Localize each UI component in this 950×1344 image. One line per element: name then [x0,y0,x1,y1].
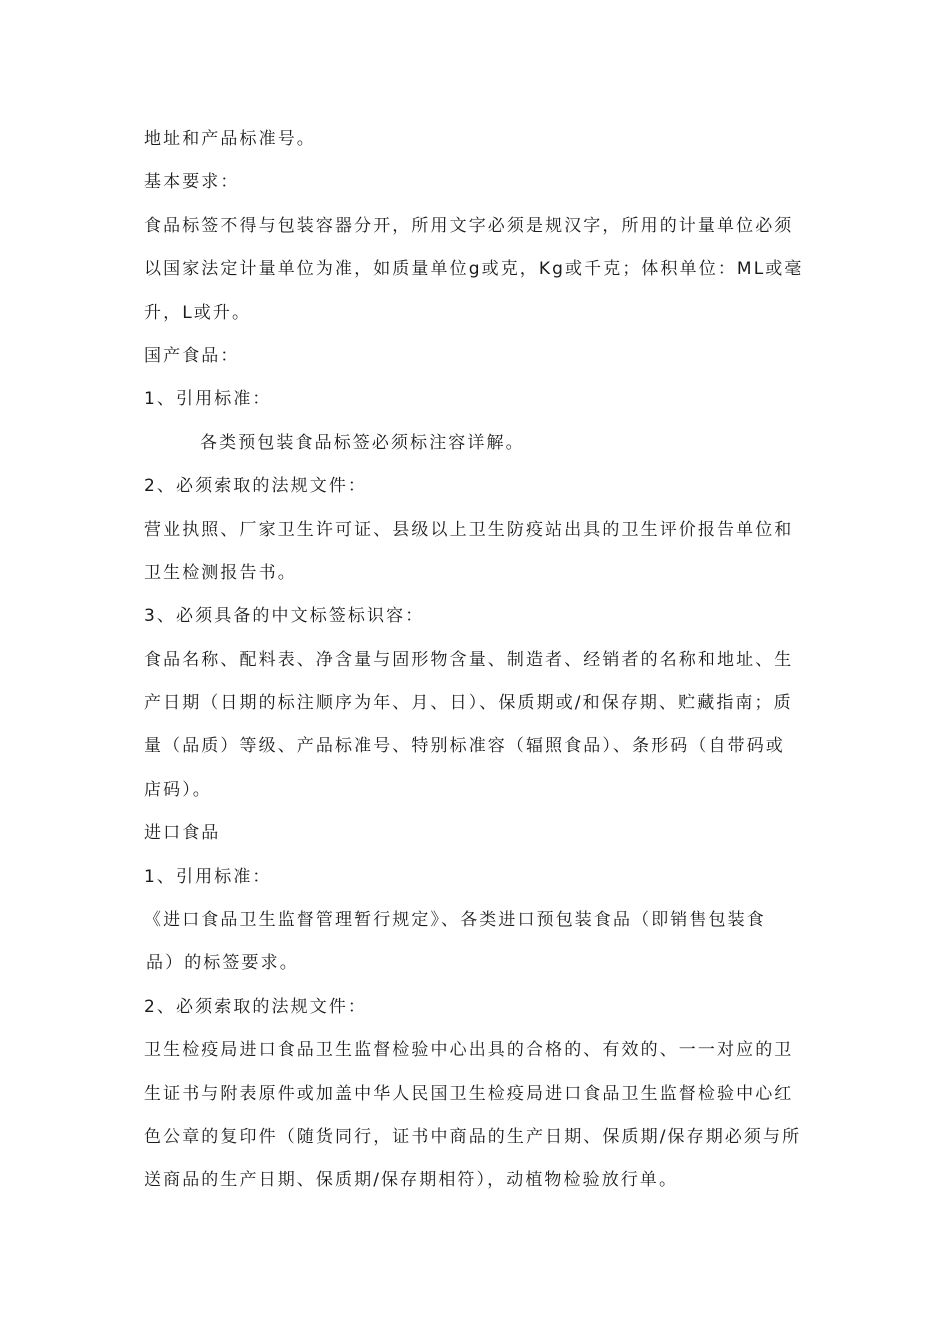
section-heading: 国产食品： [144,345,240,366]
text-line: 量（品质）等级、产品标准号、特别标准容（辐照食品）、条形码（自带码或 [144,736,785,757]
text-line: 店码）。 [144,779,212,800]
text-line: 地址和产品标准号。 [144,129,316,149]
text-line: 营业执照、厂家卫生许可证、县级以上卫生防疫站出具的卫生评价报告单位和 [144,519,794,540]
text-line: 色公章的复印件（随货同行，证书中商品的生产日期、保质期/保存期必须与所 [144,1126,802,1147]
subsection-heading: 2、必须索取的法规文件： [144,476,368,497]
subsection-heading: 1、引用标准： [144,389,272,410]
text-line: 卫生检测报告书。 [144,562,297,583]
text-line: 各类预包装食品标签必须标注容详解。 [200,432,525,453]
text-line: 卫生检疫局进口食品卫生监督检验中心出具的合格的、有效的、一一对应的卫 [144,1040,794,1061]
subsection-heading: 1、引用标准： [144,866,272,887]
subsection-heading: 2、必须索取的法规文件： [144,996,368,1017]
section-heading: 进口食品 [144,823,221,844]
text-line: 《进口食品卫生监督管理暂行规定》、各类进口预包装食品（即销售包装食 [144,910,766,931]
text-line: 产日期（日期的标注顺序为年、月、日）、保质期或/和保存期、贮藏指南；质 [144,693,793,714]
section-heading: 基本要求： [144,172,240,193]
text-line: 食品名称、配料表、净含量与固形物含量、制造者、经销者的名称和地址、生 [144,649,794,670]
text-line: 送商品的生产日期、保质期/保存期相符），动植物检验放行单。 [144,1170,679,1191]
text-line: 品）的标签要求。 [146,953,299,974]
text-line: 生证书与附表原件或加盖中华人民国卫生检疫局进口食品卫生监督检验中心红 [144,1083,794,1104]
text-line: 以国家法定计量单位为准，如质量单位g或克，Kg或千克；体积单位：ML或毫 [144,259,804,280]
text-line: 升，L或升。 [144,302,252,323]
document-body [144,124,824,1209]
subsection-heading: 3、必须具备的中文标签标识容： [144,606,425,627]
text-line: 食品标签不得与包装容器分开，所用文字必须是规汉字，所用的计量单位必须 [144,215,794,236]
